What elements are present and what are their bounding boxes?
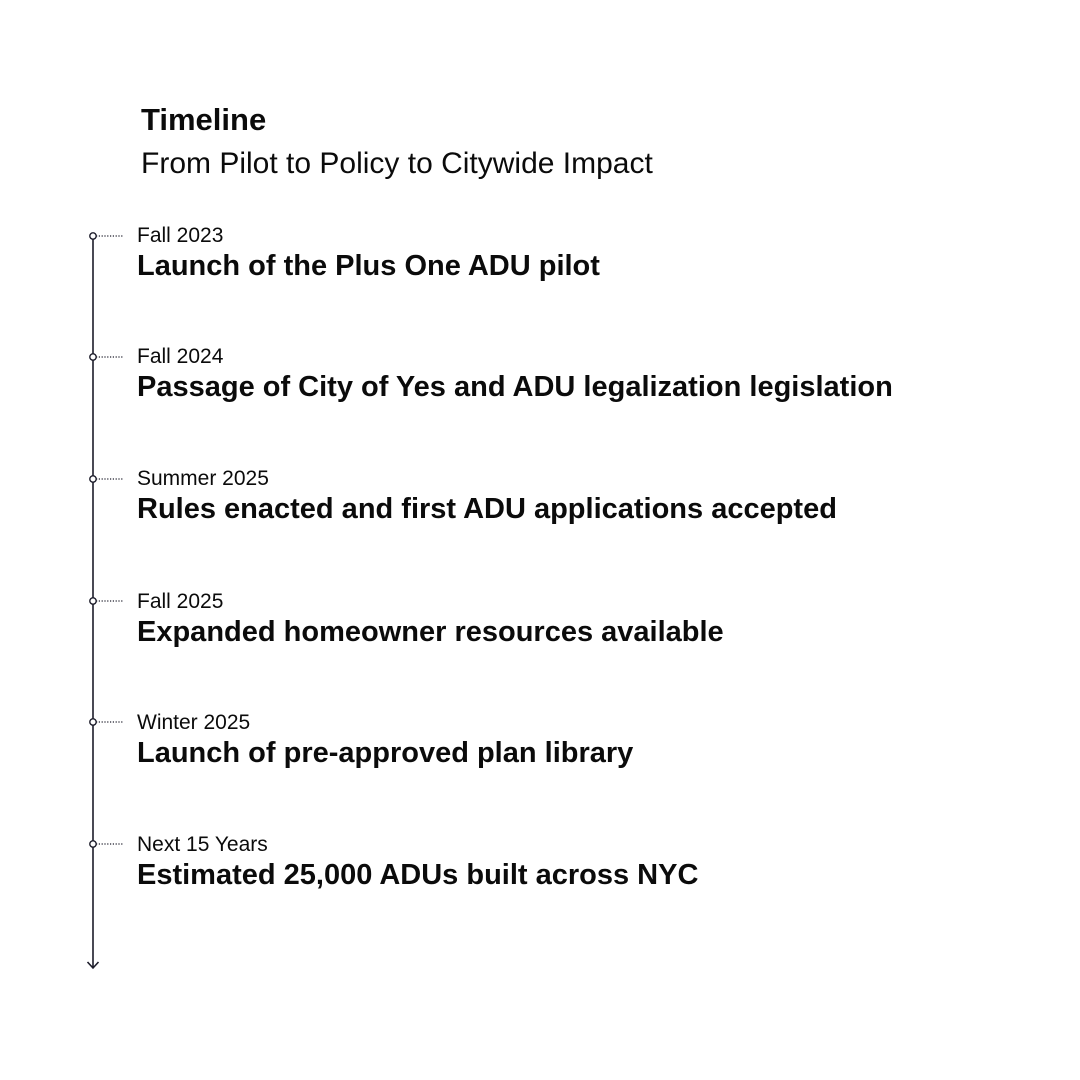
timeline-event xyxy=(137,345,893,404)
event-label: Launch of pre-approved plan library xyxy=(137,737,634,769)
event-date: Next 15 Years xyxy=(137,833,268,856)
event-marker xyxy=(90,598,96,604)
timeline-event xyxy=(137,711,633,770)
timeline-event xyxy=(137,833,698,892)
page-subtitle: From Pilot to Policy to Citywide Impact xyxy=(141,147,653,180)
event-marker xyxy=(90,476,96,482)
event-date: Winter 2025 xyxy=(137,711,251,734)
event-date: Summer 2025 xyxy=(137,467,269,490)
event-label: Rules enacted and first ADU applications accepted xyxy=(137,493,837,525)
event-marker xyxy=(90,354,96,360)
event-label: Expanded homeowner resources available xyxy=(137,616,724,648)
event-label: Launch of the Plus One ADU pilot xyxy=(137,250,600,282)
event-marker xyxy=(90,841,96,847)
event-date: Fall 2025 xyxy=(137,590,224,613)
page-title: Timeline xyxy=(141,102,267,137)
event-label: Passage of City of Yes and ADU legalization legislation xyxy=(137,371,893,403)
event-date: Fall 2023 xyxy=(137,224,224,247)
event-marker xyxy=(90,719,96,725)
event-marker xyxy=(90,233,96,239)
event-date: Fall 2024 xyxy=(137,345,224,368)
timeline-event xyxy=(137,590,724,649)
timeline-event xyxy=(137,467,837,526)
event-label: Estimated 25,000 ADUs built across NYC xyxy=(137,859,699,891)
timeline-event xyxy=(137,224,600,283)
